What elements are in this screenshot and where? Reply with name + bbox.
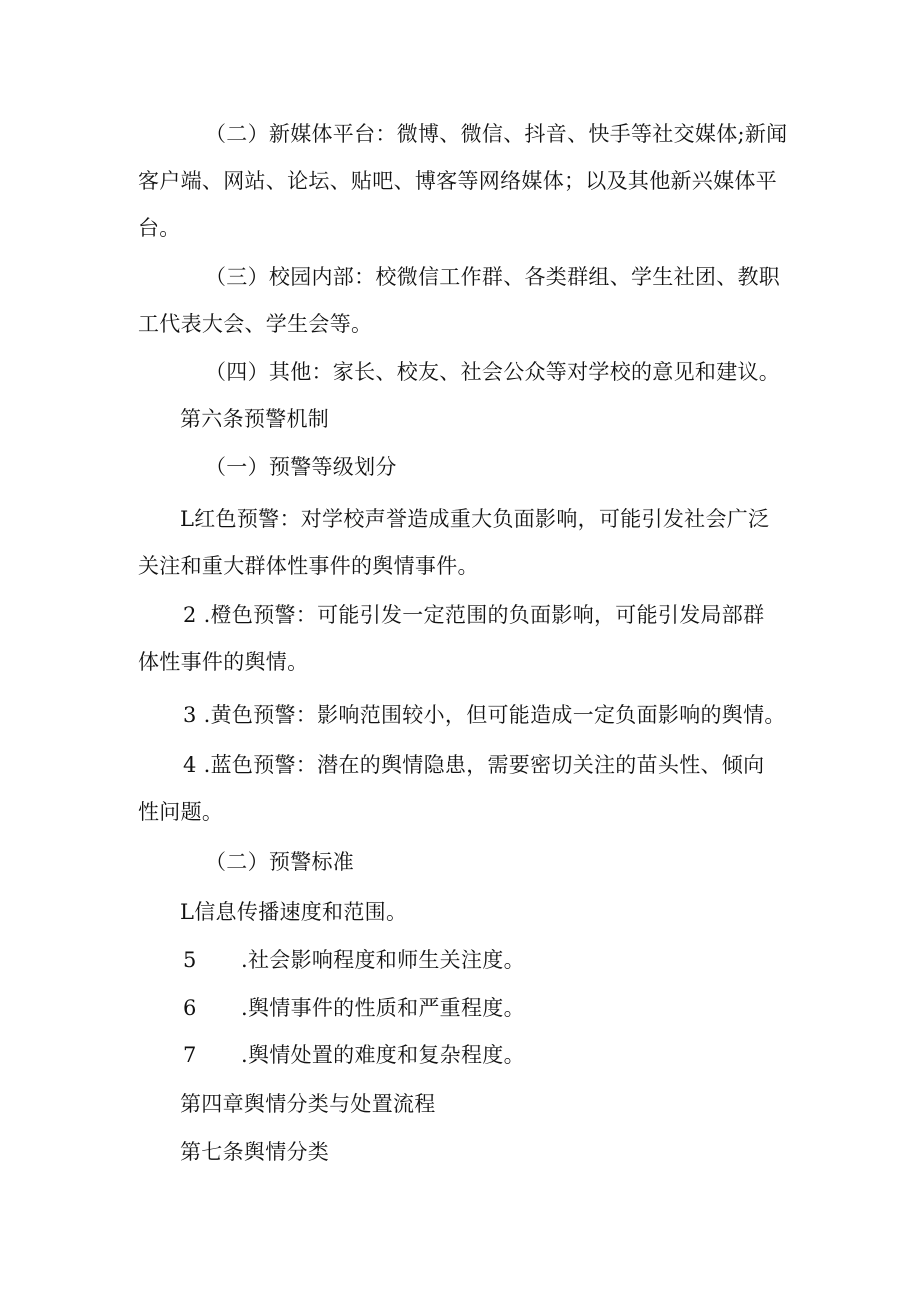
list-item-number: 6: [183, 996, 197, 1020]
article-heading: 第六条预警机制: [180, 407, 330, 431]
list-item-number: 5: [183, 948, 197, 972]
paragraph-line: 关注和重大群体性事件的舆情事件。: [138, 554, 479, 578]
paragraph-line: （三）校园内部：校微信工作群、各类群组、学生社团、教职: [205, 265, 781, 289]
list-item: [183, 1041, 525, 1069]
list-item: [183, 994, 525, 1022]
paragraph-line: （二）新媒体平台：微博、微信、抖音、快手等社交媒体;新闻: [205, 122, 788, 146]
paragraph-line: 客户端、网站、论坛、贴吧、博客等网络媒体；以及其他新兴媒体平: [138, 169, 777, 193]
subsection-heading: （二）预警标准: [205, 850, 355, 874]
paragraph-line: 2 .橙色预警：可能引发一定范围的负面影响，可能引发局部群: [183, 603, 765, 627]
list-item-text: .社会影响程度和师生关注度。: [241, 948, 525, 972]
paragraph-line: L信息传播速度和范围。: [180, 900, 408, 924]
subsection-heading: （一）预警等级划分: [205, 455, 397, 479]
paragraph-line: L红色预警：对学校声誉造成重大负面影响，可能引发社会广泛: [180, 507, 770, 531]
paragraph-line: 3 .黄色预警：影响范围较小，但可能造成一定负面影响的舆情。: [183, 703, 786, 727]
paragraph-line: 工代表大会、学生会等。: [138, 312, 373, 336]
paragraph-line: 体性事件的舆情。: [138, 650, 309, 674]
paragraph-line: 台。: [138, 216, 181, 240]
list-item-text: .舆情处置的难度和复杂程度。: [241, 1043, 525, 1067]
paragraph-line: 4 .蓝色预警：潜在的舆情隐患，需要密切关注的苗头性、倾向: [183, 753, 765, 777]
list-item-text: .舆情事件的性质和严重程度。: [241, 996, 525, 1020]
list-item: [183, 946, 525, 974]
paragraph-line: 性问题。: [138, 800, 224, 824]
paragraph-line: （四）其他：家长、校友、社会公众等对学校的意见和建议。: [205, 360, 781, 384]
list-item-number: 7: [183, 1043, 197, 1067]
article-heading: 第七条舆情分类: [180, 1140, 330, 1164]
chapter-heading: 第四章舆情分类与处置流程: [180, 1092, 436, 1116]
